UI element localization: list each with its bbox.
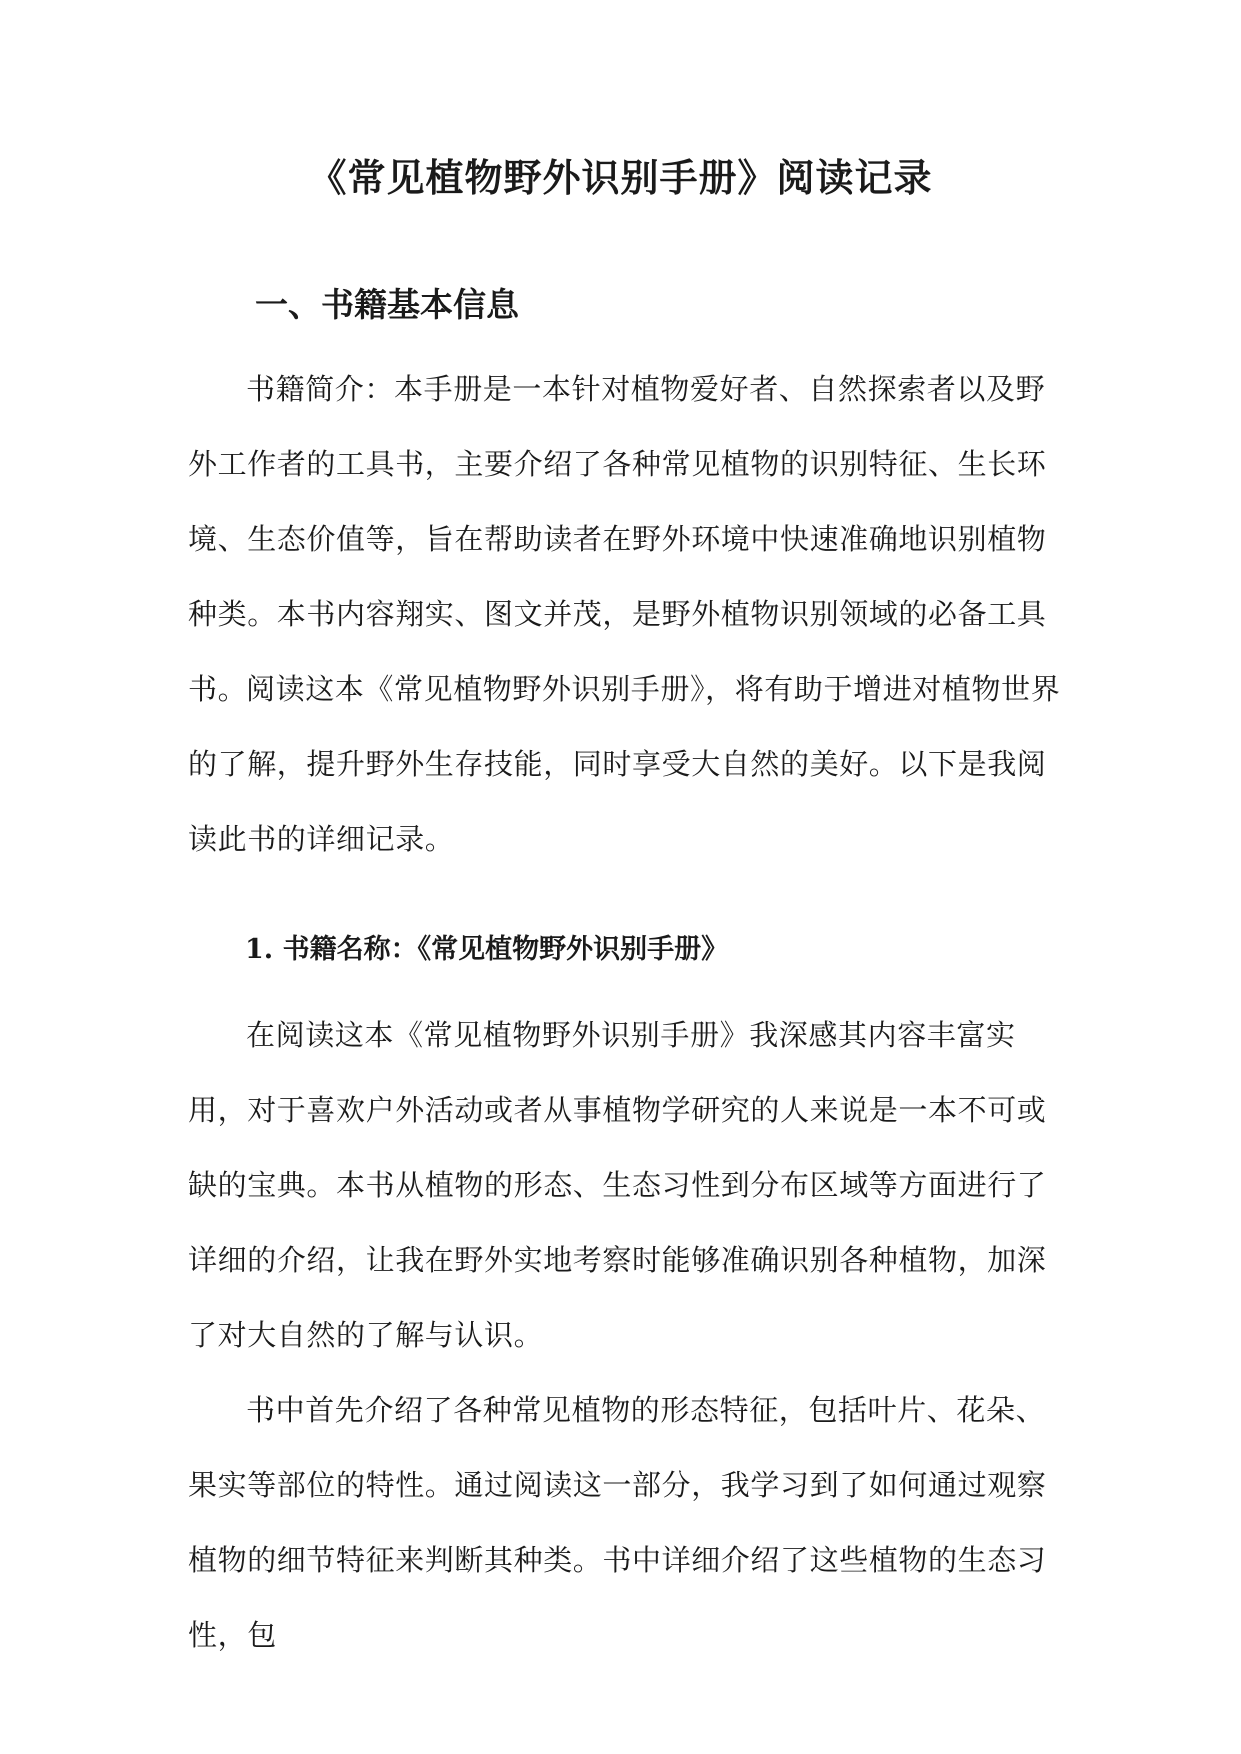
document-title: 《常见植物野外识别手册》阅读记录	[308, 155, 933, 200]
paragraph-morphology: 书中首先介绍了各种常见植物的形态特征，包括叶片、花朵、果实等部位的特性。通过阅读这一部分，我学习到了如何通过观察植物的细节特征来判断其种类。书中详细介绍了这些植物的生态习性，包	[188, 1393, 1047, 1652]
paragraph-book-intro: 书籍简介：本手册是一本针对植物爱好者、自然探索者以及野外工作者的工具书，主要介绍了各种常见植物的识别特征、生长环境、生态价值等，旨在帮助读者在野外环境中快速准确地识别植物种类。本书内容翔实、图文并茂，是野外植物识别领域的必备工具书。	[188, 372, 1047, 706]
section-heading-basic-info: 一、书籍基本信息	[255, 285, 519, 324]
subsection-heading-book-name: 1. 书籍名称：《常见植物野外识别手册》	[245, 934, 729, 965]
paragraph-impression: 在阅读这本《常见植物野外识别手册》我深感其内容丰富实用，对于喜欢户外活动或者从事植物学研究的人来说是一本不可或缺的宝典。本书从植物的形态、生态习性到分布区域等方面进行了详细的介绍，让我在野外实地考察时能够准确识别各种植物，加深了对大自然的了解与认识。	[188, 1018, 1047, 1352]
paragraph-reading-purpose: 阅读这本《常见植物野外识别手册》，将有助于增进对植物世界的了解，提升野外生存技能，同时享受大自然的美好。以下是我阅读此书的详细记录。	[188, 672, 1061, 856]
